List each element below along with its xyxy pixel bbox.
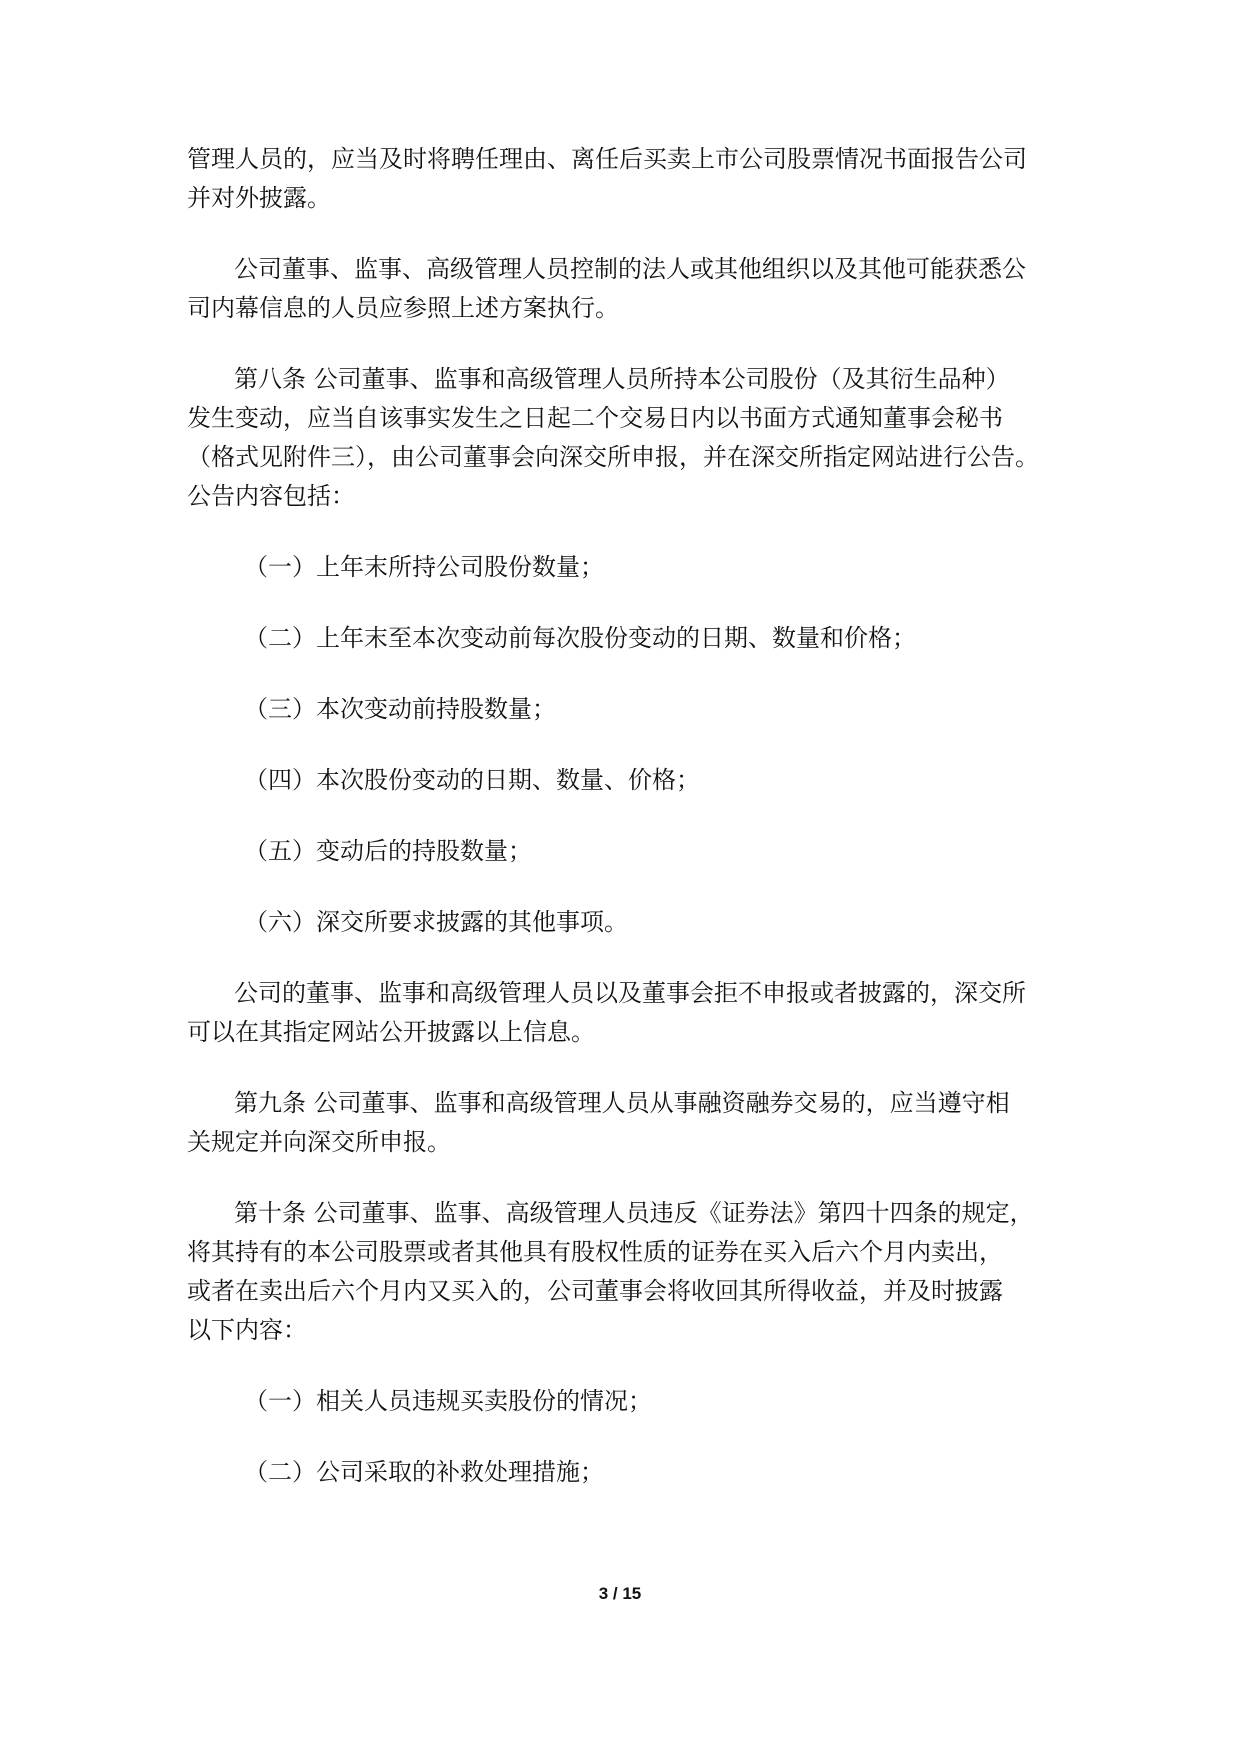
body-text-line: 司内幕信息的人员应参照上述方案执行。: [187, 294, 619, 322]
body-text-line: 第十条 公司董事、监事、高级管理人员违反《证券法》第四十四条的规定，: [234, 1199, 1034, 1227]
list-item: （二）上年末至本次变动前每次股份变动的日期、数量和价格；: [244, 624, 916, 652]
list-item: （五）变动后的持股数量；: [244, 837, 532, 865]
body-text-line: 可以在其指定网站公开披露以上信息。: [187, 1018, 595, 1046]
list-item: （二）公司采取的补救处理措施；: [244, 1458, 604, 1486]
page-number: 3 / 15: [598, 1584, 642, 1603]
body-text-line: 公司的董事、监事和高级管理人员以及董事会拒不申报或者披露的，深交所: [234, 979, 1026, 1007]
body-text-line: 公司董事、监事、高级管理人员控制的法人或其他组织以及其他可能获悉公: [234, 255, 1026, 283]
body-text-line: 第八条 公司董事、监事和高级管理人员所持本公司股份（及其衍生品种）: [234, 365, 1010, 393]
body-text-line: （格式见附件三），由公司董事会向深交所申报，并在深交所指定网站进行公告。: [187, 443, 1039, 471]
body-text-line: 以下内容：: [187, 1316, 307, 1344]
list-item: （三）本次变动前持股数量；: [244, 695, 556, 723]
list-item: （六）深交所要求披露的其他事项。: [244, 908, 628, 936]
body-text-line: 发生变动，应当自该事实发生之日起二个交易日内以书面方式通知董事会秘书: [187, 404, 1003, 432]
body-text-line: 管理人员的，应当及时将聘任理由、离任后买卖上市公司股票情况书面报告公司: [187, 145, 1027, 173]
list-item: （一）上年末所持公司股份数量；: [244, 553, 604, 581]
body-text-line: 关规定并向深交所申报。: [187, 1128, 451, 1156]
body-text-line: 并对外披露。: [187, 184, 331, 212]
body-text-line: 将其持有的本公司股票或者其他具有股权性质的证券在买入后六个月内卖出，: [187, 1238, 1003, 1266]
list-item: （一）相关人员违规买卖股份的情况；: [244, 1387, 652, 1415]
body-text-line: 第九条 公司董事、监事和高级管理人员从事融资融券交易的，应当遵守相: [234, 1089, 1010, 1117]
list-item: （四）本次股份变动的日期、数量、价格；: [244, 766, 700, 794]
body-text-line: 公告内容包括：: [187, 482, 355, 510]
body-text-line: 或者在卖出后六个月内又买入的，公司董事会将收回其所得收益，并及时披露: [187, 1277, 1003, 1305]
